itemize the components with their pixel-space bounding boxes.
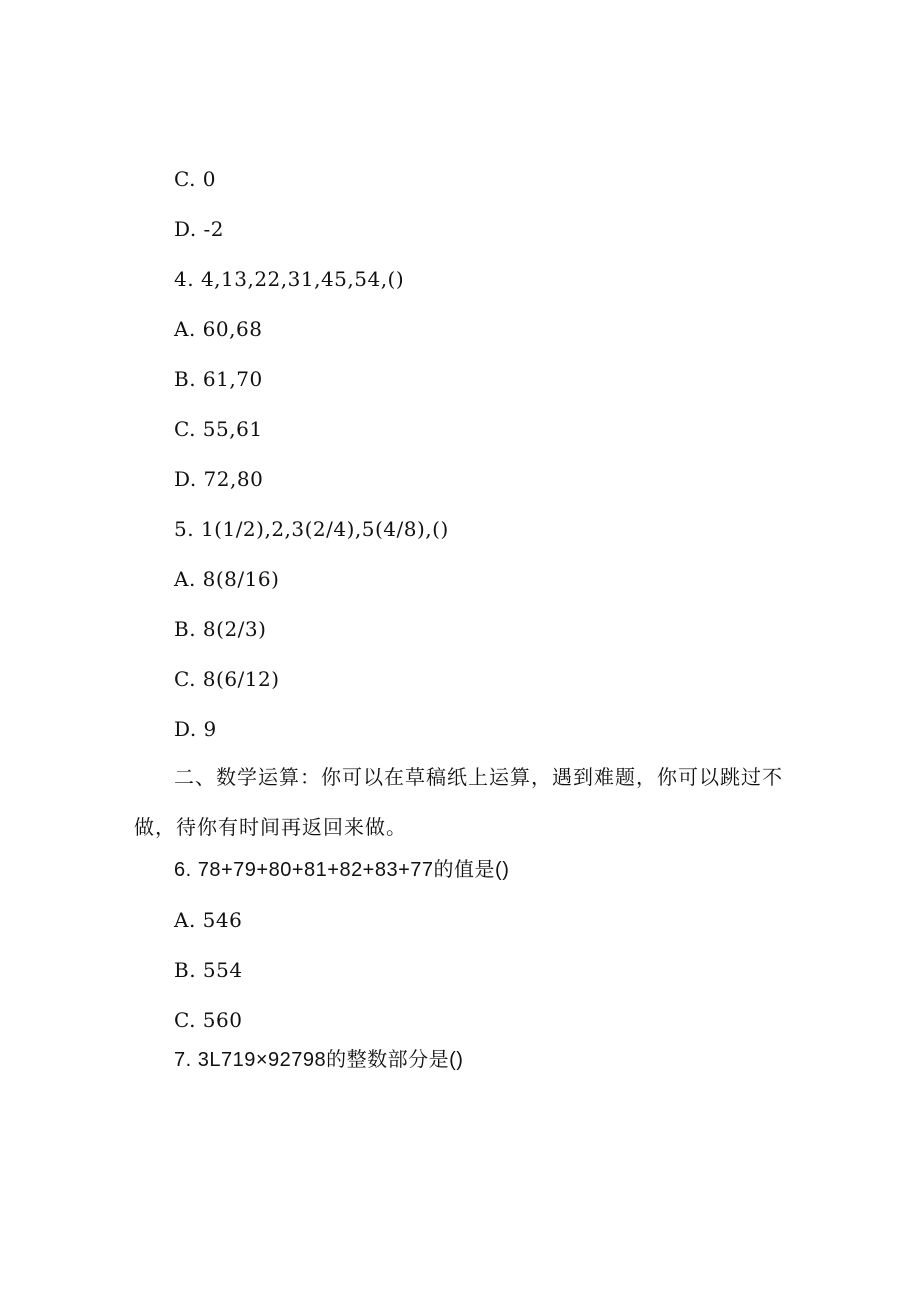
q6-option-a: A. 546 <box>174 908 243 932</box>
q3-option-c: C. 0 <box>174 167 217 191</box>
q4-option-b: B. 61,70 <box>174 367 263 391</box>
q7-stem: 7. 3L719×92798的整数部分是() <box>174 1049 464 1071</box>
section-2-text: 二、数学运算：你可以在草稿纸上运算，遇到难题，你可以跳过不做，待你有时间再返回来做。 <box>134 765 783 839</box>
q5-option-d: D. 9 <box>174 717 217 741</box>
q5-option-c: C. 8(6/12) <box>174 667 280 691</box>
q6-option-c: C. 560 <box>174 1008 243 1032</box>
q4-stem: 4. 4,13,22,31,45,54,() <box>174 267 405 291</box>
q5-option-b: B. 8(2/3) <box>174 617 267 641</box>
q4-option-c: C. 55,61 <box>174 417 263 441</box>
q5-option-a: A. 8(8/16) <box>174 567 280 591</box>
q4-option-a: A. 60,68 <box>174 317 263 341</box>
q4-option-d: D. 72,80 <box>174 467 264 491</box>
section-2-instruction <box>134 752 794 852</box>
q6-stem: 6. 78+79+80+81+82+83+77的值是() <box>174 859 510 881</box>
q5-stem: 5. 1(1/2),2,3(2/4),5(4/8),() <box>174 517 449 541</box>
q6-option-b: B. 554 <box>174 958 243 982</box>
q3-option-d: D. -2 <box>174 217 225 241</box>
